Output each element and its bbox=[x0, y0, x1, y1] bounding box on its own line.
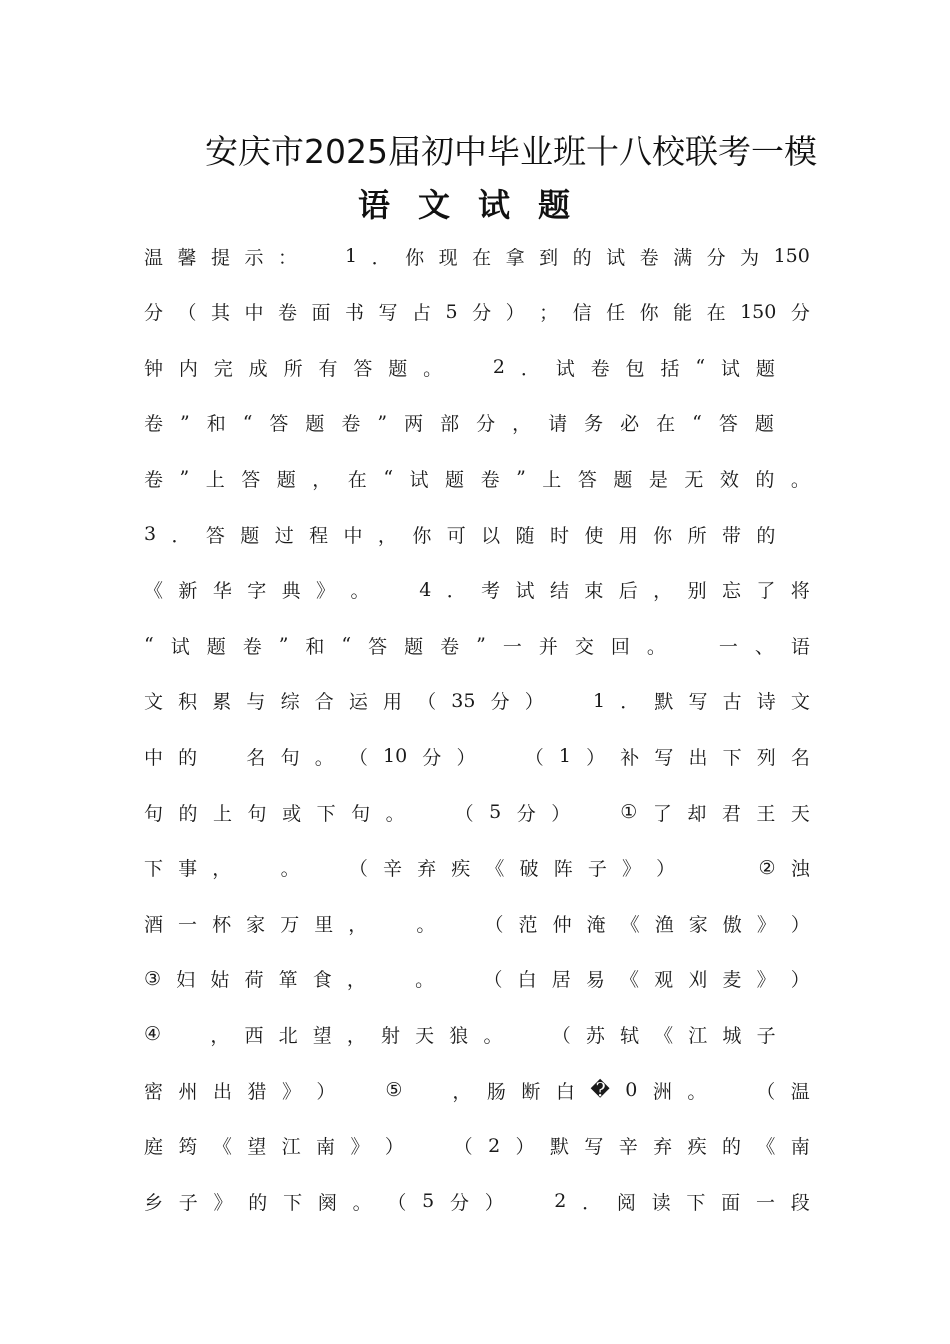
text-line: 钟 内 完 成 所 有 答 题 。 2 ． 试 卷 包 括 “ 试 题 bbox=[144, 356, 775, 380]
text-line: 句 的 上 句 或 下 句 。 （ 5 分 ） ① 了 却 君 王 天 bbox=[144, 801, 810, 825]
page-title: 安庆市2025届初中毕业班十八校联考一模 bbox=[205, 132, 817, 171]
text-line: 文 积 累 与 综 合 运 用 （ 35 分 ） 1 ． 默 写 古 诗 文 bbox=[144, 689, 810, 714]
text-line: 庭 筠 《 望 江 南 》 ） （ 2 ） 默 写 辛 弃 疾 的 《 南 bbox=[144, 1134, 810, 1159]
text-line: 密 州 出 猎 》 ） ⑤ ， 肠 断 白 � 0 洲 。 （ 温 bbox=[144, 1079, 810, 1103]
text-line: 酒 一 杯 家 万 里 ， 。 （ 范 仲 淹 《 渔 家 傲 》 ） bbox=[144, 913, 810, 936]
text-line: 中 的 名 句 。 （ 10 分 ） （ 1 ） 补 写 出 下 列 名 bbox=[144, 745, 810, 769]
text-line: ③ 妇 姑 荷 箪 食 ， 。 （ 白 居 易 《 观 刈 麦 》 ） bbox=[144, 967, 810, 992]
text-line: 卷 ” 和 “ 答 题 卷 ” 两 部 分 ， 请 务 必 在 “ 答 题 bbox=[144, 411, 774, 436]
text-line: “ 试 题 卷 ” 和 “ 答 题 卷 ” 一 并 交 回 。 一 、 语 bbox=[144, 634, 810, 658]
text-line: 下 事 ， 。 （ 辛 弃 疾 《 破 阵 子 》 ） ② 浊 bbox=[144, 856, 810, 881]
text-line: 卷 ” 上 答 题 ， 在 “ 试 题 卷 ” 上 答 题 是 无 效 的 。 bbox=[144, 467, 810, 491]
text-line: 分 （ 其 中 卷 面 书 写 占 5 分 ） ； 信 任 你 能 在 150 分 bbox=[144, 300, 810, 325]
text-line: 《 新 华 字 典 》 。 4 ． 考 试 结 束 后 ， 别 忘 了 将 bbox=[144, 578, 810, 603]
text-line: ④ ， 西 北 望 ， 射 天 狼 。 （ 苏 轼 《 江 城 子 bbox=[144, 1023, 776, 1047]
text-line: 3 ． 答 题 过 程 中 ， 你 可 以 随 时 使 用 你 所 带 的 bbox=[144, 523, 776, 547]
text-line: 乡 子 》 的 下 阕 。 （ 5 分 ） 2 ． 阅 读 下 面 一 段 bbox=[144, 1190, 810, 1214]
text-line: 温 馨 提 示 ： 1 ． 你 现 在 拿 到 的 试 卷 满 分 为 150 bbox=[144, 245, 810, 269]
page-subtitle: 语文试题 bbox=[358, 186, 599, 224]
